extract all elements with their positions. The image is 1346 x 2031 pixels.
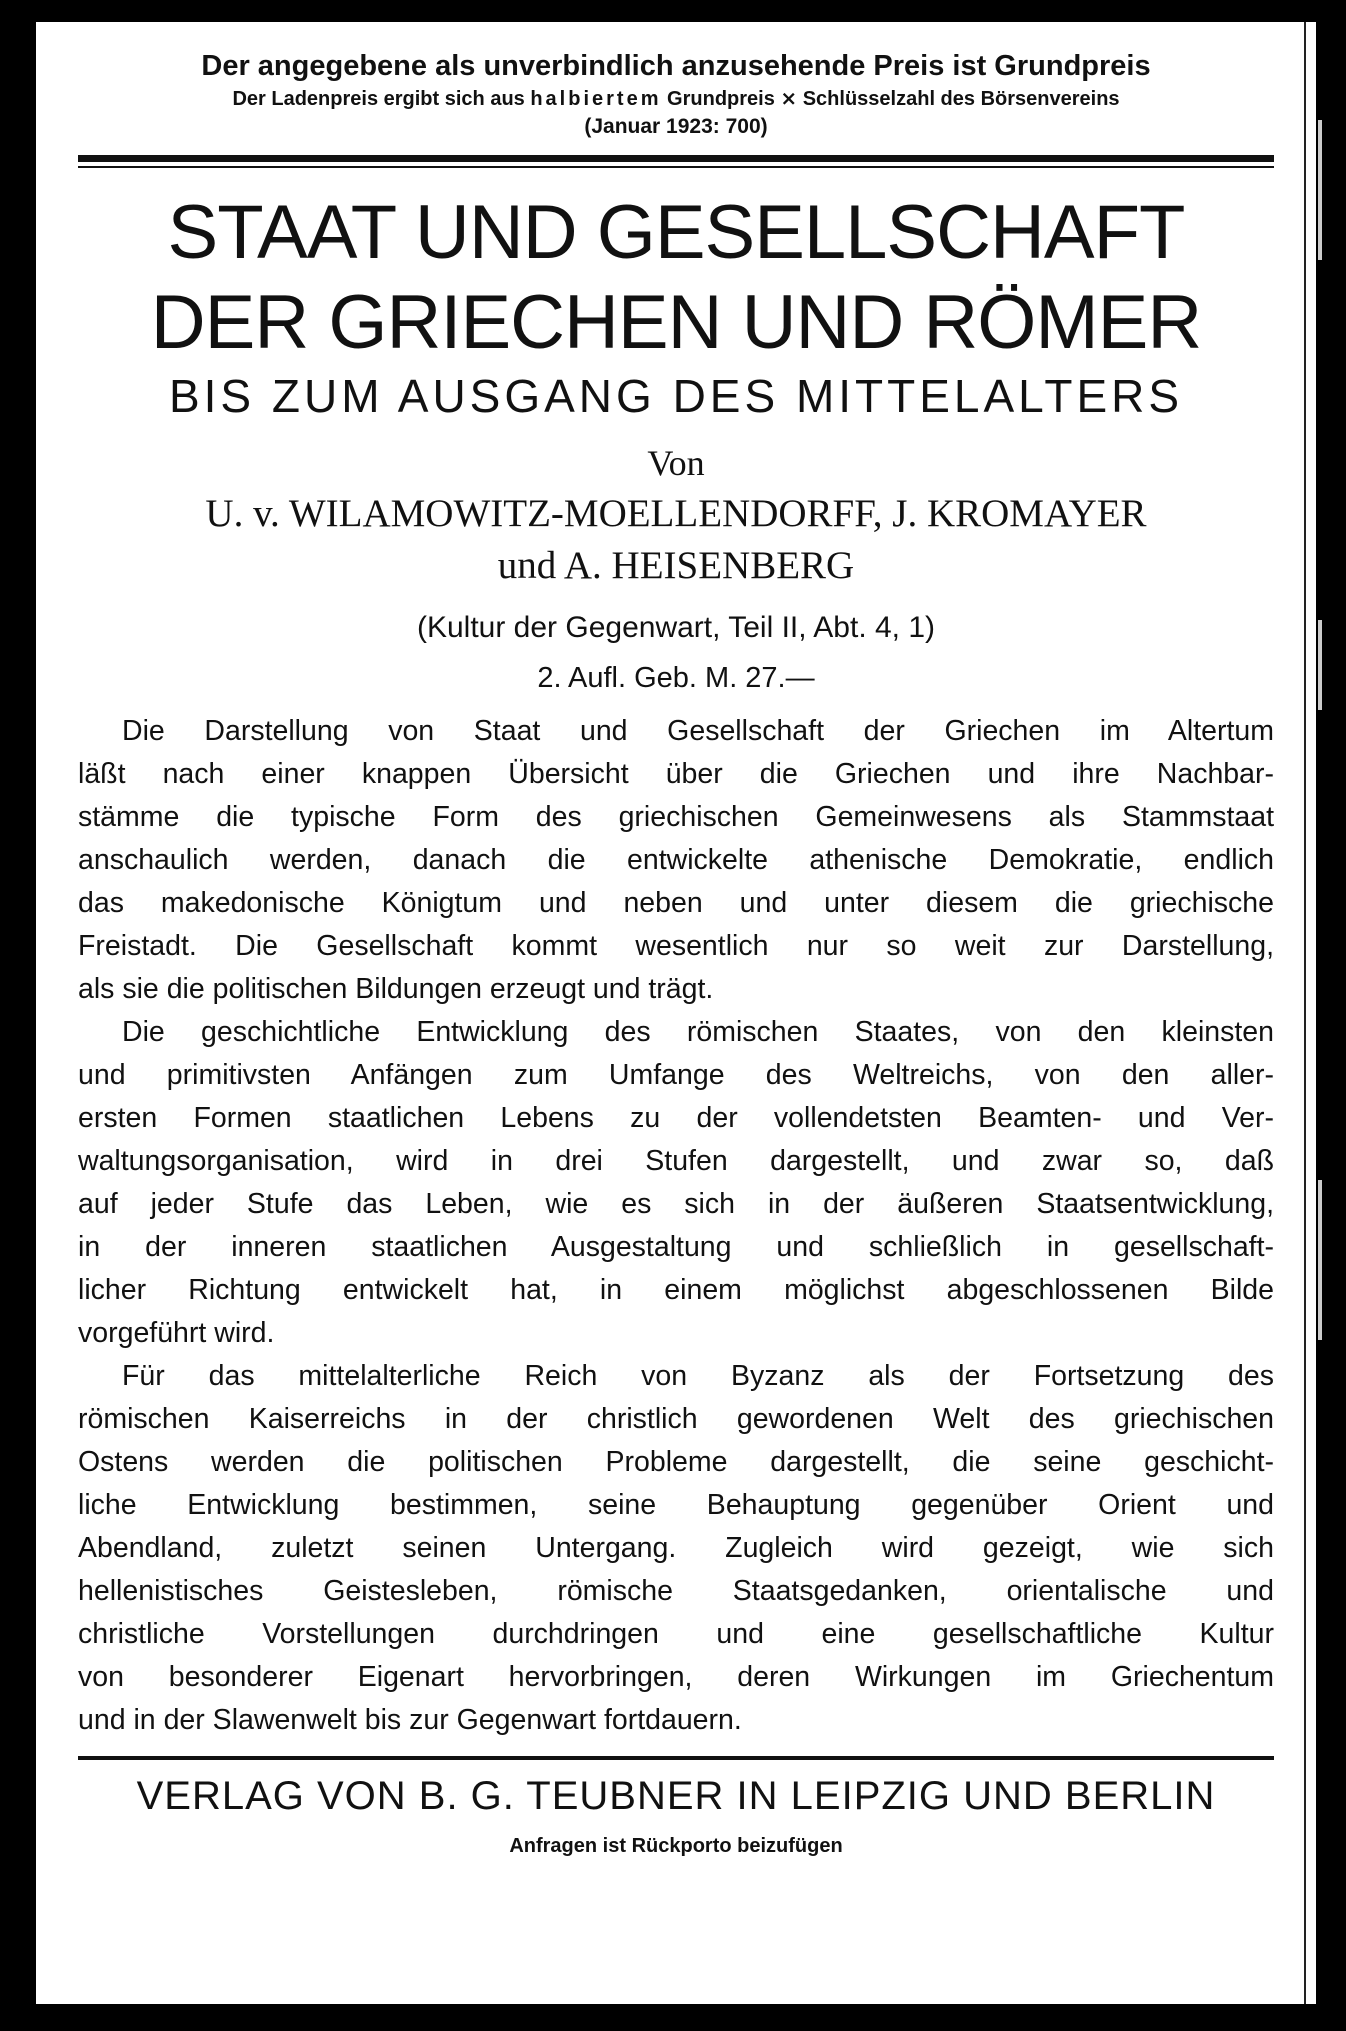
text-line: und in der Slawenwelt bis zur Gegenwart fortdauern. [78,1704,742,1736]
price-notice-line-2a: Der Ladenpreis ergibt sich aus [232,88,531,110]
price-notice-line-2c: Grundpreis ⨯ Schlüsselzahl des Börsenvereins [661,88,1120,110]
text-line: Freistadt. Die Gesellschaft kommt wesentlich nur so weit zur Darstellung, [78,930,1274,962]
book-title-line-2: DER GRIECHEN UND RÖMER [150,280,1202,365]
price-notice [78,48,1274,141]
text-line: Abendland, zuletzt seinen Untergang. Zugleich wird gezeigt, wie sich [78,1532,1274,1564]
authors-line-1: U. v. WILAMOWITZ-MOELLENDORFF, J. KROMAYER [205,492,1147,535]
text-line: licher Richtung entwickelt hat, in einem möglichst abgeschlossenen Bilde [78,1274,1274,1306]
edition-price: 2. Aufl. Geb. M. 27.— [537,662,815,694]
advertisement-page [36,22,1304,2004]
price-notice-line-1: Der angegebene als unverbindlich anzusehende Preis ist Grundpreis [201,50,1151,82]
text-line: Ostens werden die politischen Probleme dargestellt, die seine geschicht- [78,1446,1274,1478]
text-line: Die Darstellung von Staat und Gesellschaft der Griechen im Altertum [122,715,1274,747]
edge-mark [1318,120,1322,260]
publisher-line: VERLAG VON B. G. TEUBNER IN LEIPZIG UND BERLIN [136,1774,1216,1818]
edge-mark [1318,1180,1322,1340]
top-rule-thick [78,155,1274,162]
text-line: von besonderer Eigenart hervorbringen, deren Wirkungen im Griechentum [78,1661,1274,1693]
paragraph-romans [78,1011,1274,1355]
text-line: in der inneren staatlichen Ausgestaltung und schließlich in gesellschaft- [78,1231,1274,1263]
text-line: und primitivsten Anfängen zum Umfange des Weltreichs, von den aller- [78,1059,1274,1091]
edge-mark [1318,620,1322,710]
text-line: liche Entwicklung bestimmen, seine Behauptung gegenüber Orient und [78,1489,1274,1521]
text-line: Die geschichtliche Entwicklung des römischen Staates, von den kleinsten [122,1016,1274,1048]
text-line: Für das mittelalterliche Reich von Byzanz als der Fortsetzung des [122,1360,1274,1392]
bottom-rule [78,1756,1274,1760]
top-rule-thin [78,166,1274,168]
price-notice-line-2 [78,85,1274,113]
text-line: hellenistisches Geistesleben, römische Staatsgedanken, orientalische und [78,1575,1274,1607]
text-line: das makedonische Königtum und neben und unter diesem die griechische [78,887,1274,919]
text-line: christliche Vorstellungen durchdringen und eine gesellschaftliche Kultur [78,1618,1274,1650]
page-edge-strip [1304,22,1316,2004]
text-line: römischen Kaiserreichs in der christlich gewordenen Welt des griechischen [78,1403,1274,1435]
text-line: als sie die politischen Bildungen erzeugt und trägt. [78,973,714,1005]
series-reference: (Kultur der Gegenwart, Teil II, Abt. 4, 1) [416,611,936,644]
text-line: anschaulich werden, danach die entwickelte athenische Demokratie, endlich [78,844,1274,876]
text-line: vorgeführt wird. [78,1317,275,1349]
text-line: stämme die typische Form des griechischen Gemeinwesens als Stammstaat [78,801,1274,833]
paragraph-greeks [78,710,1274,1011]
text-line: läßt nach einer knappen Übersicht über die Griechen und ihre Nachbar- [78,758,1274,790]
price-notice-line-3: (Januar 1923: 700) [584,115,768,138]
authors-line-2: und A. HEISENBERG [497,544,855,587]
text-line: ersten Formen staatlichen Lebens zu der vollendetsten Beamten- und Ver- [78,1102,1274,1134]
text-line: auf jeder Stufe das Leben, wie es sich in der äußeren Staatsentwicklung, [78,1188,1274,1220]
book-title [78,188,1274,368]
book-subtitle: BIS ZUM AUSGANG DES MITTELALTERS [168,370,1184,422]
text-line: waltungsorganisation, wird in drei Stufen dargestellt, und zwar so, daß [78,1145,1274,1177]
description-body [78,710,1274,1742]
byline-von: Von [647,443,705,483]
price-notice-emphasis: halbiertem [530,88,662,110]
return-postage-note: Anfragen ist Rückporto beizufügen [509,1835,843,1857]
book-title-line-1: STAAT UND GESELLSCHAFT [167,190,1185,275]
paragraph-byzantium [78,1355,1274,1742]
